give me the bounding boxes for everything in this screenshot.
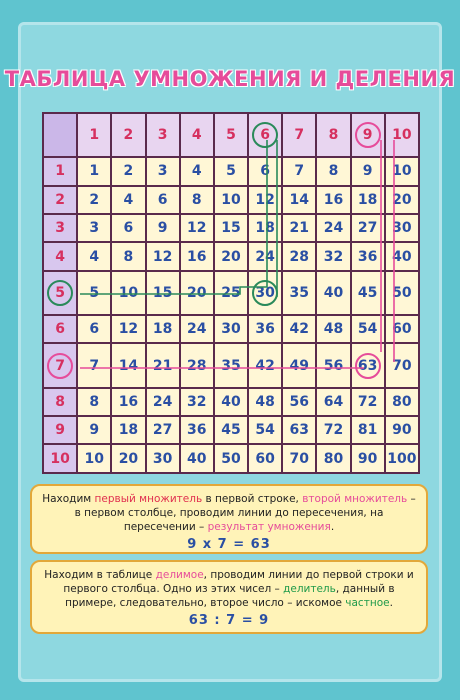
table-cell: 18 bbox=[351, 186, 385, 214]
table-cell: 70 bbox=[385, 343, 419, 387]
quotient-term: частное bbox=[345, 597, 390, 609]
table-cell: 36 bbox=[351, 242, 385, 270]
table-cell: 24 bbox=[316, 214, 350, 242]
table-cell: 4 bbox=[180, 157, 214, 185]
table-row bbox=[43, 271, 419, 315]
table-row bbox=[43, 388, 419, 416]
table-row bbox=[43, 157, 419, 185]
table-cell: 64 bbox=[316, 388, 350, 416]
table-cell: 4 bbox=[77, 242, 111, 270]
table-cell: 40 bbox=[180, 444, 214, 473]
multiplication-grid bbox=[42, 112, 420, 474]
row-header bbox=[43, 343, 77, 387]
table-cell bbox=[351, 343, 385, 387]
column-header: 10 bbox=[385, 113, 419, 157]
table-cell: 80 bbox=[316, 444, 350, 473]
second-factor-term: второй множитель bbox=[302, 493, 408, 505]
table-cell: 20 bbox=[180, 271, 214, 315]
table-cell: 28 bbox=[282, 242, 316, 270]
note1-text-1: Находим bbox=[42, 493, 95, 505]
table-cell: 40 bbox=[316, 271, 350, 315]
table-cell: 3 bbox=[77, 214, 111, 242]
table-cell: 56 bbox=[282, 388, 316, 416]
table-cell: 24 bbox=[180, 315, 214, 343]
first-factor-term: первый множитель bbox=[94, 493, 203, 505]
table-cell: 10 bbox=[111, 271, 145, 315]
green-circle-marker: 30 bbox=[252, 280, 278, 306]
column-header: 4 bbox=[180, 113, 214, 157]
column-header: 3 bbox=[146, 113, 180, 157]
table-cell: 10 bbox=[214, 186, 248, 214]
product-term: результат умножения bbox=[207, 521, 331, 533]
table-cell: 32 bbox=[316, 242, 350, 270]
table-cell: 14 bbox=[282, 186, 316, 214]
row-header bbox=[43, 271, 77, 315]
table-cell: 9 bbox=[146, 214, 180, 242]
table-cell: 14 bbox=[111, 343, 145, 387]
dividend-term: делимое bbox=[155, 569, 204, 581]
table-cell: 40 bbox=[385, 242, 419, 270]
table-cell: 12 bbox=[180, 214, 214, 242]
table-cell: 16 bbox=[180, 242, 214, 270]
table-row bbox=[43, 214, 419, 242]
table-cell bbox=[248, 271, 282, 315]
table-cell: 30 bbox=[146, 444, 180, 473]
note2-text-1: Находим в таблице bbox=[44, 569, 156, 581]
table-cell: 35 bbox=[214, 343, 248, 387]
table-cell: 54 bbox=[248, 416, 282, 444]
table-cell: 45 bbox=[214, 416, 248, 444]
multiplication-table bbox=[42, 112, 420, 474]
table-cell: 20 bbox=[214, 242, 248, 270]
table-cell: 8 bbox=[316, 157, 350, 185]
table-cell: 100 bbox=[385, 444, 419, 473]
table-cell: 24 bbox=[248, 242, 282, 270]
table-cell: 42 bbox=[248, 343, 282, 387]
table-cell: 36 bbox=[180, 416, 214, 444]
poster-title: ТАБЛИЦА УМНОЖЕНИЯ И ДЕЛЕНИЯ bbox=[4, 67, 456, 91]
table-cell: 9 bbox=[351, 157, 385, 185]
table-cell: 9 bbox=[77, 416, 111, 444]
multiplication-instruction bbox=[30, 484, 428, 554]
table-cell: 6 bbox=[77, 315, 111, 343]
note1-text-4: . bbox=[330, 521, 335, 533]
table-cell: 8 bbox=[77, 388, 111, 416]
table-row bbox=[43, 343, 419, 387]
table-cell: 32 bbox=[180, 388, 214, 416]
table-cell: 28 bbox=[180, 343, 214, 387]
pink-circle-marker: 63 bbox=[355, 353, 381, 379]
table-cell: 8 bbox=[111, 242, 145, 270]
note2-text-4: . bbox=[389, 597, 393, 609]
table-cell: 72 bbox=[351, 388, 385, 416]
table-cell: 30 bbox=[385, 214, 419, 242]
note2-text-2: , проводим линии до первой строки и первого столбца. Одно из этих чисел – bbox=[63, 569, 414, 595]
table-cell: 42 bbox=[282, 315, 316, 343]
table-cell: 2 bbox=[111, 157, 145, 185]
table-row bbox=[43, 242, 419, 270]
table-cell: 18 bbox=[111, 416, 145, 444]
row-header: 3 bbox=[43, 214, 77, 242]
pink-circle-marker: 9 bbox=[355, 122, 381, 148]
table-row bbox=[43, 315, 419, 343]
division-example: 63 : 7 = 9 bbox=[188, 613, 270, 628]
table-cell: 81 bbox=[351, 416, 385, 444]
table-cell: 90 bbox=[385, 416, 419, 444]
divisor-term: делитель bbox=[283, 583, 336, 595]
table-cell: 54 bbox=[351, 315, 385, 343]
table-cell: 10 bbox=[77, 444, 111, 473]
row-header: 4 bbox=[43, 242, 77, 270]
table-cell: 6 bbox=[248, 157, 282, 185]
green-circle-marker: 5 bbox=[47, 280, 73, 306]
column-header bbox=[248, 113, 282, 157]
table-cell: 6 bbox=[111, 214, 145, 242]
table-cell: 27 bbox=[146, 416, 180, 444]
column-header: 7 bbox=[282, 113, 316, 157]
table-cell: 63 bbox=[282, 416, 316, 444]
table-cell: 18 bbox=[248, 214, 282, 242]
table-cell: 70 bbox=[282, 444, 316, 473]
table-cell: 2 bbox=[77, 186, 111, 214]
header-row bbox=[43, 113, 419, 157]
table-cell: 20 bbox=[385, 186, 419, 214]
table-cell: 18 bbox=[146, 315, 180, 343]
table-cell: 72 bbox=[316, 416, 350, 444]
row-header: 1 bbox=[43, 157, 77, 185]
table-cell: 50 bbox=[385, 271, 419, 315]
note2-text-3: , данный в примере, следовательно, второе число – искомое bbox=[65, 583, 395, 609]
table-cell: 27 bbox=[351, 214, 385, 242]
row-header: 10 bbox=[43, 444, 77, 473]
green-circle-marker: 6 bbox=[252, 122, 278, 148]
pink-circle-marker: 7 bbox=[47, 353, 73, 379]
row-header: 2 bbox=[43, 186, 77, 214]
note1-text-2: в первой строке, bbox=[202, 493, 303, 505]
column-header: 1 bbox=[77, 113, 111, 157]
table-cell: 80 bbox=[385, 388, 419, 416]
table-row bbox=[43, 416, 419, 444]
row-header: 9 bbox=[43, 416, 77, 444]
column-header: 2 bbox=[111, 113, 145, 157]
table-cell: 12 bbox=[248, 186, 282, 214]
column-header bbox=[351, 113, 385, 157]
table-cell: 5 bbox=[77, 271, 111, 315]
table-cell: 8 bbox=[180, 186, 214, 214]
table-cell: 3 bbox=[146, 157, 180, 185]
table-cell: 12 bbox=[146, 242, 180, 270]
table-cell: 35 bbox=[282, 271, 316, 315]
division-instruction bbox=[30, 560, 428, 634]
multiplication-example: 9 х 7 = 63 bbox=[187, 537, 271, 552]
note1-text-3: – в первом столбце, проводим линии до пересечения, на пересечении – bbox=[74, 493, 416, 533]
table-cell: 50 bbox=[214, 444, 248, 473]
table-cell: 60 bbox=[248, 444, 282, 473]
table-cell: 7 bbox=[77, 343, 111, 387]
table-cell: 7 bbox=[282, 157, 316, 185]
table-cell: 16 bbox=[316, 186, 350, 214]
table-cell: 45 bbox=[351, 271, 385, 315]
table-cell: 5 bbox=[214, 157, 248, 185]
table-cell: 15 bbox=[146, 271, 180, 315]
table-cell: 12 bbox=[111, 315, 145, 343]
table-cell: 21 bbox=[146, 343, 180, 387]
table-cell: 6 bbox=[146, 186, 180, 214]
table-cell: 49 bbox=[282, 343, 316, 387]
row-header: 8 bbox=[43, 388, 77, 416]
table-cell: 40 bbox=[214, 388, 248, 416]
table-cell: 20 bbox=[111, 444, 145, 473]
table-cell: 30 bbox=[214, 315, 248, 343]
table-cell: 48 bbox=[316, 315, 350, 343]
table-cell: 48 bbox=[248, 388, 282, 416]
row-header: 6 bbox=[43, 315, 77, 343]
table-cell: 25 bbox=[214, 271, 248, 315]
table-corner bbox=[43, 113, 77, 157]
table-cell: 24 bbox=[146, 388, 180, 416]
table-cell: 15 bbox=[214, 214, 248, 242]
column-header: 8 bbox=[316, 113, 350, 157]
table-cell: 90 bbox=[351, 444, 385, 473]
table-cell: 36 bbox=[248, 315, 282, 343]
table-cell: 16 bbox=[111, 388, 145, 416]
table-cell: 21 bbox=[282, 214, 316, 242]
table-cell: 1 bbox=[77, 157, 111, 185]
column-header: 5 bbox=[214, 113, 248, 157]
table-row bbox=[43, 444, 419, 473]
table-row bbox=[43, 186, 419, 214]
table-cell: 56 bbox=[316, 343, 350, 387]
table-cell: 4 bbox=[111, 186, 145, 214]
table-cell: 10 bbox=[385, 157, 419, 185]
table-cell: 60 bbox=[385, 315, 419, 343]
